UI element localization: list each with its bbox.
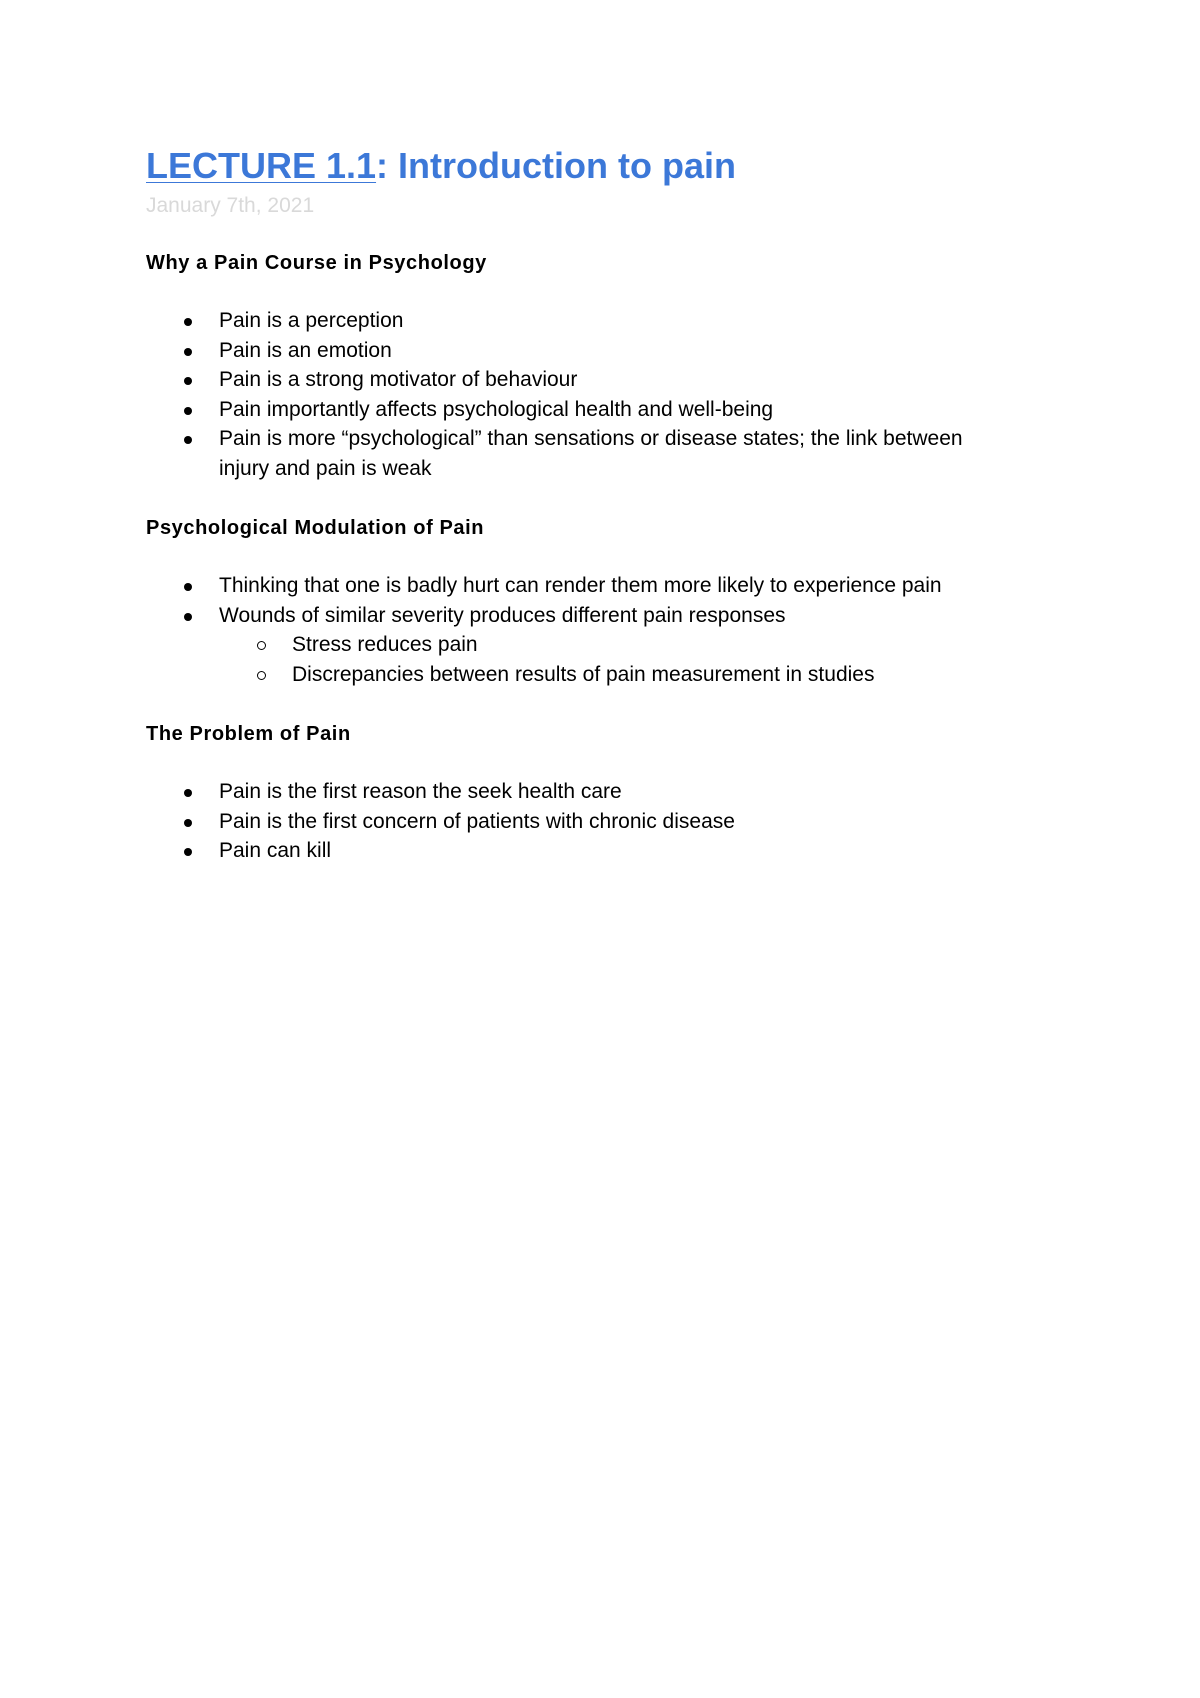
bullet-icon (184, 583, 192, 591)
list-item: Pain importantly affects psychological health and well-being (146, 395, 1046, 425)
list-item: Pain is a strong motivator of behaviour (146, 365, 1046, 395)
list-item: Pain is more “psychological” than sensations or disease states; the link between injury and pain is weak (146, 424, 979, 483)
bullet-icon (184, 318, 192, 326)
lecture-date: January 7th, 2021 (146, 194, 315, 217)
list-item: Thinking that one is badly hurt can render them more likely to experience pain (146, 571, 1046, 601)
bullet-icon (184, 819, 192, 827)
lecture-title-link[interactable]: LECTURE 1.1 (146, 145, 377, 186)
bullet-icon (184, 613, 192, 621)
sub-bullet-list (146, 630, 1046, 689)
bullet-icon (184, 789, 192, 797)
list-item: Pain is the first concern of patients with chronic disease (146, 807, 1046, 837)
list-item: Pain is a perception (146, 306, 1046, 336)
bullet-icon (184, 436, 192, 444)
hollow-bullet-icon (257, 671, 266, 680)
list-item: Wounds of similar severity produces different pain responses Stress reduces pain Discrepancies between results of pain measurement in studies (146, 601, 1046, 690)
sub-list-item: Discrepancies between results of pain measurement in studies (219, 660, 1046, 690)
bullet-icon (184, 407, 192, 415)
section-heading-problem-of-pain: The Problem of Pain (146, 723, 351, 745)
bullet-icon (184, 348, 192, 356)
document-page (146, 140, 1046, 866)
section-heading-why-pain-course: Why a Pain Course in Psychology (146, 252, 487, 274)
bullet-list-why-pain-course (146, 306, 1046, 483)
lecture-title (146, 140, 1046, 192)
bullet-icon (184, 848, 192, 856)
lecture-title-rest: : Introduction to pain (376, 145, 736, 186)
list-item: Pain is the first reason the seek health care (146, 777, 1046, 807)
hollow-bullet-icon (257, 641, 266, 650)
sub-list-item: Stress reduces pain (219, 630, 1046, 660)
section-heading-psychological-modulation: Psychological Modulation of Pain (146, 517, 485, 539)
bullet-list-psychological-modulation (146, 571, 1046, 689)
list-item: Pain can kill (146, 836, 1046, 866)
bullet-list-problem-of-pain (146, 777, 1046, 866)
bullet-icon (184, 377, 192, 385)
list-item: Pain is an emotion (146, 336, 1046, 366)
